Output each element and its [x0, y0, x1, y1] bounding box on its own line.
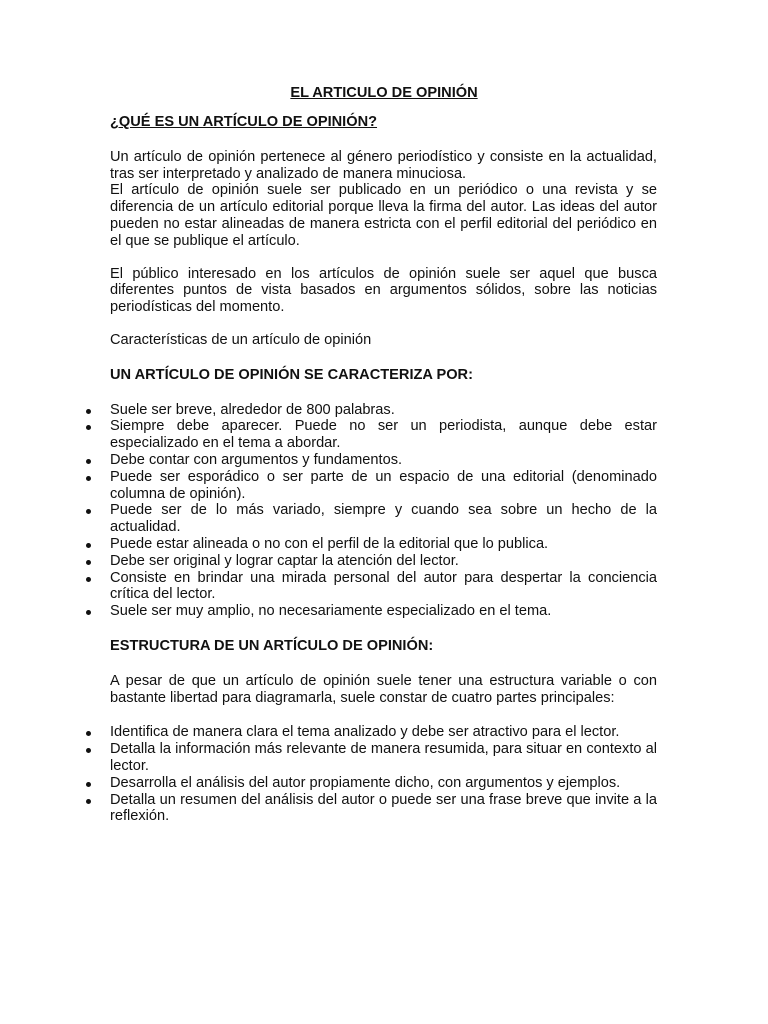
list-item [110, 724, 657, 741]
list-item-text: Detalla la información más relevante de manera resumida, para situar en contexto al lector. [110, 741, 657, 774]
list-item-text: Identifica de manera clara el tema analizado y debe ser atractivo para el lector. [110, 724, 620, 741]
list-item [110, 570, 657, 604]
list-item-text: Siempre debe aparecer. Puede no ser un periodista, aunque debe estar especializado en el tema a abordar. [110, 418, 657, 452]
bullet-icon [86, 509, 91, 514]
characteristics-list [110, 402, 657, 620]
structure-list [110, 724, 657, 825]
characteristics-label: Características de un artículo de opinión [110, 331, 372, 348]
structure-heading: ESTRUCTURA DE UN ARTÍCULO DE OPINIÓN: [110, 637, 434, 654]
list-item [110, 452, 657, 469]
list-item-text: Detalla un resumen del análisis del autor o puede ser una frase breve que invite a la reflexión. [110, 791, 657, 825]
bullet-icon [86, 459, 91, 464]
list-item-text: Debe ser original y lograr captar la atención del lector. [110, 552, 459, 569]
list-item [110, 553, 657, 570]
list-item [110, 792, 657, 826]
list-item [110, 775, 657, 792]
list-item [110, 469, 657, 503]
bullet-icon [86, 799, 91, 804]
list-item-text: Puede estar alineada o no con el perfil de la editorial que lo publica. [110, 535, 549, 552]
intro-paragraph-2: El artículo de opinión suele ser publicado en un periódico o una revista y se diferencia de un artículo editorial porque lleva la firma del autor. Las ideas del autor pueden no estar alineadas de manera estricta con el perfil editorial del periódico en el que se publique el artículo. [110, 182, 657, 249]
bullet-icon [86, 543, 91, 548]
list-item-text: Puede ser esporádico o ser parte de un espacio de una editorial (denominado columna de opinión). [110, 468, 657, 502]
list-item-text: Consiste en brindar una mirada personal del autor para despertar la conciencia crítica del lector. [110, 569, 657, 603]
bullet-icon [86, 425, 91, 430]
list-item [110, 741, 657, 775]
bullet-icon [86, 409, 91, 414]
list-item-text: Debe contar con argumentos y fundamentos. [110, 451, 403, 468]
bullet-icon [86, 782, 91, 787]
characteristics-heading: UN ARTÍCULO DE OPINIÓN SE CARACTERIZA POR: [110, 366, 473, 383]
bullet-icon [86, 560, 91, 565]
bullet-icon [86, 610, 91, 615]
bullet-icon [86, 476, 91, 481]
list-item-text: Desarrolla el análisis del autor propiamente dicho, con argumentos y ejemplos. [110, 774, 621, 791]
bullet-icon [86, 731, 91, 736]
list-item [110, 603, 657, 620]
audience-paragraph: El público interesado en los artículos de opinión suele ser aquel que busca diferentes puntos de vista basados en argumentos sólidos, sobre las noticias periodísticas del momento. [110, 265, 657, 316]
list-item [110, 402, 657, 419]
list-item [110, 418, 657, 452]
list-item-text: Puede ser de lo más variado, siempre y cuando sea sobre un hecho de la actualidad. [110, 502, 657, 536]
structure-intro: A pesar de que un artículo de opinión suele tener una estructura variable o con bastante libertad para diagramarla, suele constar de cuatro partes principales: [110, 672, 657, 706]
bullet-icon [86, 577, 91, 582]
list-item [110, 536, 657, 553]
document-body [110, 114, 657, 825]
bullet-icon [86, 748, 91, 753]
list-item-text: Suele ser muy amplio, no necesariamente especializado en el tema. [110, 603, 552, 620]
list-item [110, 502, 657, 536]
intro-paragraph-1: Un artículo de opinión pertenece al género periodístico y consiste en la actualidad, tras ser interpretado y analizado de manera minuciosa. [110, 148, 657, 182]
document-title: EL ARTICULO DE OPINIÓN [290, 85, 478, 101]
list-item-text: Suele ser breve, alrededor de 800 palabras. [110, 401, 395, 418]
question-heading: ¿QUÉ ES UN ARTÍCULO DE OPINIÓN? [110, 114, 378, 130]
